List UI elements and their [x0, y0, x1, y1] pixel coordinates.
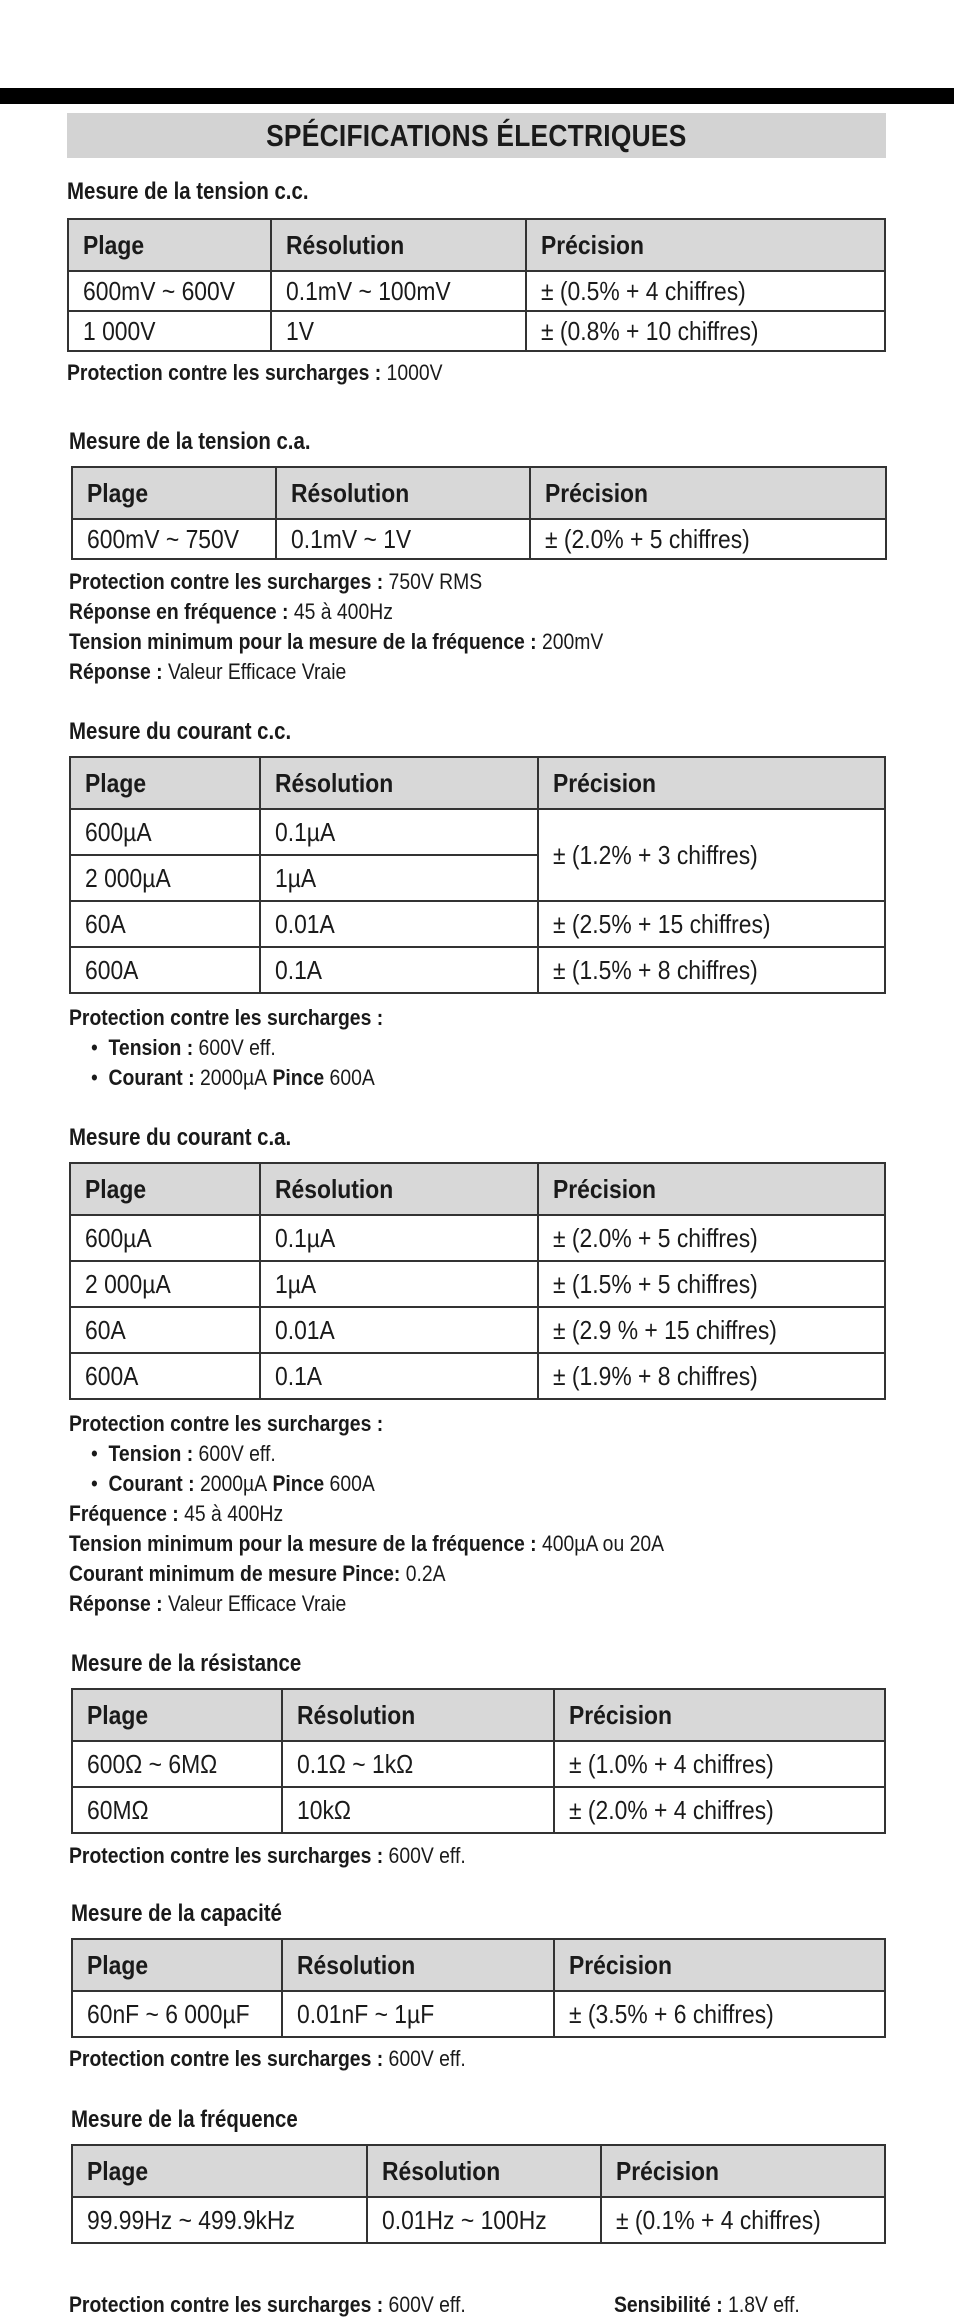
cell-plage: 60MΩ: [72, 1787, 282, 1833]
cell-plage: 600mV ~ 750V: [72, 519, 276, 559]
cell-precision: ± (0.1% + 4 chiffres): [601, 2197, 885, 2243]
protection-note: Protection contre les surcharges : 750V RMS: [69, 569, 483, 594]
cell-resolution: 10kΩ: [282, 1787, 554, 1833]
cell-precision: ± (0.8% + 10 chiffres): [526, 311, 885, 351]
cell-plage: 600Ω ~ 6MΩ: [72, 1741, 282, 1787]
protection-note: Protection contre les surcharges :: [69, 1005, 384, 1030]
section-title-text: Mesure de la fréquence: [71, 2106, 298, 2133]
section-title-resistance: [71, 1650, 342, 1678]
table-row: [70, 809, 885, 855]
cell-resolution: 1µA: [260, 855, 538, 901]
ac-voltage-table: [71, 466, 887, 560]
section-title-capacitance: [71, 1900, 319, 1928]
header-resolution: Résolution: [276, 467, 530, 519]
table-row: [72, 2197, 885, 2243]
cell-plage: 60A: [70, 1307, 260, 1353]
ac-current-table: [69, 1162, 886, 1400]
header-plage: Plage: [70, 757, 260, 809]
cell-plage: 600A: [70, 947, 260, 993]
header-plage: Plage: [72, 1689, 282, 1741]
cell-plage: 99.99Hz ~ 499.9kHz: [72, 2197, 367, 2243]
header-resolution: Résolution: [282, 1939, 554, 1991]
protection-note: Protection contre les surcharges : 600V eff.: [69, 1843, 466, 1868]
table-header-row: [68, 219, 885, 271]
cell-precision: ± (2.9 % + 15 chiffres): [538, 1307, 885, 1353]
resistance-table: [71, 1688, 886, 1834]
table-row: [70, 1215, 885, 1261]
header-precision: Précision: [538, 757, 885, 809]
table-header-row: [72, 467, 886, 519]
courant-bullet: • Courant : 2000µA Pince 600A: [91, 1471, 375, 1496]
cell-resolution: 1V: [271, 311, 526, 351]
protection-note: Protection contre les surcharges :: [69, 1411, 384, 1436]
header-precision: Précision: [554, 1689, 885, 1741]
protection-note: Protection contre les surcharges : 1000V: [67, 360, 443, 385]
table-header-row: [72, 1939, 885, 1991]
cell-plage: 60nF ~ 6 000µF: [72, 1991, 282, 2037]
section-title-text: Mesure de la tension c.a.: [69, 428, 311, 455]
page-title: [67, 113, 886, 158]
cell-resolution: 0.1mV ~ 1V: [276, 519, 530, 559]
min-voltage-note: Tension minimum pour la mesure de la fréquence : 400µA ou 20A: [69, 1531, 665, 1556]
cell-resolution: 1µA: [260, 1261, 538, 1307]
section-title-frequency: [71, 2106, 338, 2134]
courant-bullet: • Courant : 2000µA Pince 600A: [91, 1065, 375, 1090]
response-note: Réponse : Valeur Efficace Vraie: [69, 1591, 347, 1616]
header-plage: Plage: [70, 1163, 260, 1215]
header-precision: Précision: [526, 219, 885, 271]
table-row: [72, 1741, 885, 1787]
cell-plage: 2 000µA: [70, 855, 260, 901]
cell-resolution: 0.01nF ~ 1µF: [282, 1991, 554, 2037]
section-title-text: Mesure de la tension c.c.: [67, 178, 309, 205]
header-plage: Plage: [68, 219, 271, 271]
cell-plage: 60A: [70, 901, 260, 947]
section-title-dc-current: [69, 718, 330, 746]
cell-plage: 600µA: [70, 1215, 260, 1261]
header-plage: Plage: [72, 1939, 282, 1991]
table-row: [72, 1991, 885, 2037]
dc-current-table: [69, 756, 886, 994]
table-row: [70, 901, 885, 947]
cell-resolution: 0.1A: [260, 1353, 538, 1399]
cell-precision: ± (1.2% + 3 chiffres): [538, 809, 885, 901]
dc-voltage-table: [67, 218, 886, 352]
section-title-ac-voltage: [69, 428, 353, 456]
header-resolution: Résolution: [282, 1689, 554, 1741]
cell-plage: 600A: [70, 1353, 260, 1399]
cell-resolution: 0.01A: [260, 901, 538, 947]
frequency-response-note: Réponse en fréquence : 45 à 400Hz: [69, 599, 393, 624]
table-header-row: [70, 757, 885, 809]
cell-precision: ± (1.5% + 5 chiffres): [538, 1261, 885, 1307]
header-precision: Précision: [601, 2145, 885, 2197]
header-resolution: Résolution: [260, 1163, 538, 1215]
cell-precision: ± (2.0% + 5 chiffres): [538, 1215, 885, 1261]
section-title-text: Mesure de la résistance: [71, 1650, 302, 1677]
section-title-dc-voltage: [67, 178, 351, 206]
header-resolution: Résolution: [367, 2145, 601, 2197]
table-row: [70, 1261, 885, 1307]
table-row: [70, 1353, 885, 1399]
section-title-text: Mesure du courant c.c.: [69, 718, 292, 745]
table-header-row: [72, 2145, 885, 2197]
cell-precision: ± (2.0% + 4 chiffres): [554, 1787, 885, 1833]
table-row: [70, 1307, 885, 1353]
page-title-text: SPÉCIFICATIONS ÉLECTRIQUES: [266, 117, 687, 153]
frequency-table: [71, 2144, 886, 2244]
cell-precision: ± (1.5% + 8 chiffres): [538, 947, 885, 993]
cell-plage: 1 000V: [68, 311, 271, 351]
top-bar: [0, 88, 954, 104]
table-row: [72, 1787, 885, 1833]
response-note: Réponse : Valeur Efficace Vraie: [69, 659, 347, 684]
cell-resolution: 0.01A: [260, 1307, 538, 1353]
cell-precision: ± (1.0% + 4 chiffres): [554, 1741, 885, 1787]
section-title-ac-current: [69, 1124, 330, 1152]
cell-plage: 600µA: [70, 809, 260, 855]
min-voltage-note: Tension minimum pour la mesure de la fréquence : 200mV: [69, 629, 604, 654]
min-current-note: Courant minimum de mesure Pince: 0.2A: [69, 1561, 446, 1586]
cell-resolution: 0.1µA: [260, 809, 538, 855]
sensitivity-note: Sensibilité : 1.8V eff.: [614, 2292, 800, 2317]
header-precision: Précision: [530, 467, 886, 519]
cell-resolution: 0.1Ω ~ 1kΩ: [282, 1741, 554, 1787]
header-plage: Plage: [72, 467, 276, 519]
cell-resolution: 0.1µA: [260, 1215, 538, 1261]
table-row: [72, 519, 886, 559]
cell-precision: ± (2.0% + 5 chiffres): [530, 519, 886, 559]
header-resolution: Résolution: [260, 757, 538, 809]
cell-resolution: 0.01Hz ~ 100Hz: [367, 2197, 601, 2243]
table-header-row: [72, 1689, 885, 1741]
cell-plage: 2 000µA: [70, 1261, 260, 1307]
header-precision: Précision: [554, 1939, 885, 1991]
cell-precision: ± (0.5% + 4 chiffres): [526, 271, 885, 311]
cell-resolution: 0.1mV ~ 100mV: [271, 271, 526, 311]
header-plage: Plage: [72, 2145, 367, 2197]
cell-precision: ± (3.5% + 6 chiffres): [554, 1991, 885, 2037]
tension-bullet: • Tension : 600V eff.: [91, 1035, 276, 1060]
table-header-row: [70, 1163, 885, 1215]
cell-resolution: 0.1A: [260, 947, 538, 993]
tension-bullet: • Tension : 600V eff.: [91, 1441, 276, 1466]
header-precision: Précision: [538, 1163, 885, 1215]
section-title-text: Mesure du courant c.a.: [69, 1124, 292, 1151]
capacitance-table: [71, 1938, 886, 2038]
table-row: [68, 271, 885, 311]
protection-note: Protection contre les surcharges : 600V eff.: [69, 2046, 466, 2071]
header-resolution: Résolution: [271, 219, 526, 271]
cell-precision: ± (2.5% + 15 chiffres): [538, 901, 885, 947]
table-row: [68, 311, 885, 351]
cell-plage: 600mV ~ 600V: [68, 271, 271, 311]
cell-precision: ± (1.9% + 8 chiffres): [538, 1353, 885, 1399]
table-row: [70, 947, 885, 993]
protection-note: Protection contre les surcharges : 600V eff.: [69, 2292, 466, 2317]
frequency-note: Fréquence : 45 à 400Hz: [69, 1501, 284, 1526]
section-title-text: Mesure de la capacité: [71, 1900, 282, 1927]
